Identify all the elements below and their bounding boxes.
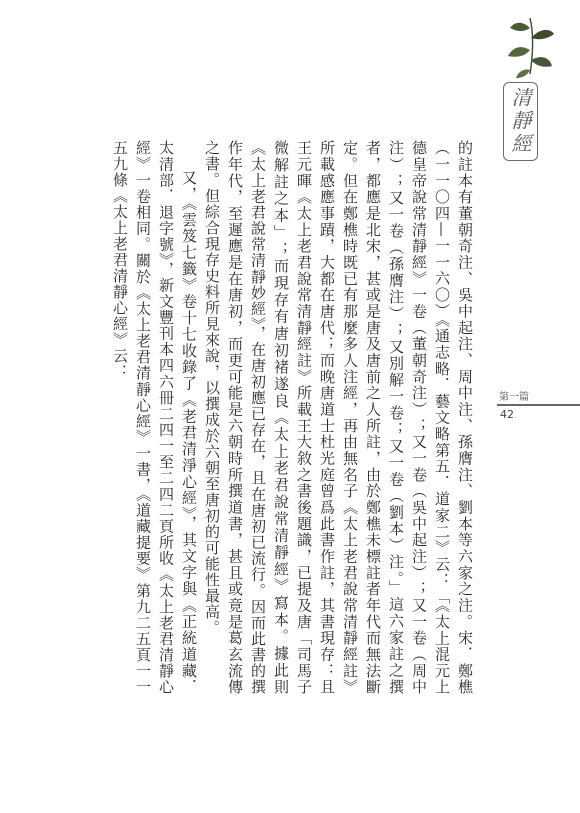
book-title-emblem: 清靜經 [503, 82, 538, 161]
paragraph: 的註本有董朝奇注、吳中起注、周中注、孫膺注、劉本等六家之注。宋．鄭樵（一一〇四—一一六〇）《通志略．藝文略第五．道家二》云：「《太上混元上德皇帝說常清靜經》一卷（董朝奇注）；又一卷（吳中起注）；又一卷（周中注）；又一卷（孫膺注）；又別解一卷；又一卷（劉本）注。」這六家註之撰者，都應是北宋，甚或是唐及唐前之人所註，由於鄭樵未標註者年代而無法斷定。但在鄭樵時既已有那麼多人注經，再由無名子《太上老君說常清靜經註》所載感應事蹟，大都在唐代；而晚唐道士杜光庭曾爲此書作註，其書現存：且王元暉《太上老君說常清靜經註》所載王大敘之書後題識，已提及唐「司馬子微解註之本」；而現存有唐初褚遂良《太上老君說常清靜經》寫本。據此則《太上老君說常清靜妙經》，在唐初應已存在，且在唐初已流行。因而此書的撰作年代，至遲應是在唐初，而更可能是六朝時所撰道書，甚且或竟是葛玄流傳之書。但綜合現存史料所見來說，以撰成於六朝至唐初的可能性最高。 [203, 140, 474, 695]
page-number: 42 [500, 408, 514, 421]
section-label: 第一篇 [499, 392, 529, 403]
paragraph: 又，《雲笈七籤》卷十七收錄了《老君清淨心經》，其文字與《正統道藏．太清部．退字號》，新文豐刊本四六冊二四一至二四二頁所收《太上老君清靜心經》一卷相同。關於《太上老君清靜心經》一書，《道藏提要》第九二五頁一一五九條《太上老君清靜心經》云： [111, 140, 198, 695]
section-divider [497, 404, 580, 406]
vertical-body-text [96, 140, 476, 695]
